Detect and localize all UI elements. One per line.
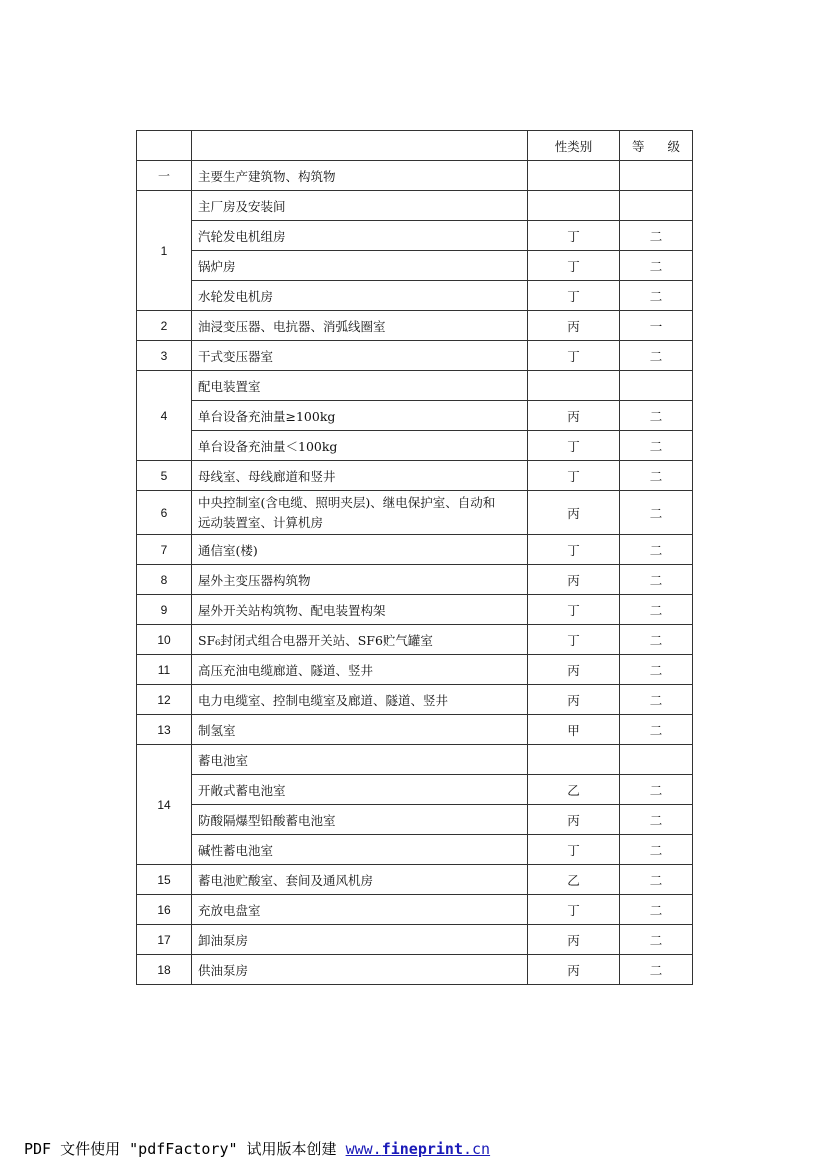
header-category-label: 性类别 bbox=[554, 138, 593, 154]
row-level: 二 bbox=[620, 535, 693, 565]
row-category: 丙 bbox=[528, 655, 620, 685]
row-num: 9 bbox=[137, 595, 192, 625]
row-category: 丙 bbox=[528, 925, 620, 955]
row-level: 二 bbox=[620, 565, 693, 595]
row-name: 供油泵房 bbox=[192, 955, 528, 985]
row-name: 单台设备充油量＜100kg bbox=[192, 431, 528, 461]
row-level: 二 bbox=[620, 865, 693, 895]
table-row bbox=[137, 655, 693, 685]
fire-category-table bbox=[136, 130, 693, 985]
row-name: SF₆封闭式组合电器开关站、SF6贮气罐室 bbox=[192, 625, 528, 655]
row-category: 丁 bbox=[528, 835, 620, 865]
table-row bbox=[137, 685, 693, 715]
row-name: 主厂房及安装间 bbox=[192, 191, 528, 221]
table-header-row bbox=[137, 131, 693, 161]
row-category: 丁 bbox=[528, 221, 620, 251]
row-name: 制氢室 bbox=[192, 715, 528, 745]
table-row bbox=[137, 311, 693, 341]
row-name: 电力电缆室、控制电缆室及廊道、隧道、竖井 bbox=[192, 685, 528, 715]
header-name-cell bbox=[192, 131, 528, 161]
table-row bbox=[137, 835, 693, 865]
row-level: 二 bbox=[620, 595, 693, 625]
link-part-pre: www. bbox=[345, 1140, 382, 1158]
row-level: 二 bbox=[620, 491, 693, 535]
row-level: 二 bbox=[620, 655, 693, 685]
row-level bbox=[620, 191, 693, 221]
row-category: 乙 bbox=[528, 865, 620, 895]
row-name: 配电装置室 bbox=[192, 371, 528, 401]
row-num: 10 bbox=[137, 625, 192, 655]
row-num: 7 bbox=[137, 535, 192, 565]
row-level: 二 bbox=[620, 925, 693, 955]
row-category: 丁 bbox=[528, 535, 620, 565]
header-level-left: 等 bbox=[632, 138, 645, 154]
table-row bbox=[137, 191, 693, 221]
row-num: 6 bbox=[137, 491, 192, 535]
table-row bbox=[137, 715, 693, 745]
table-row bbox=[137, 431, 693, 461]
table-row bbox=[137, 401, 693, 431]
header-level-cell bbox=[620, 131, 693, 161]
table-row bbox=[137, 491, 693, 535]
row-category: 丁 bbox=[528, 895, 620, 925]
row-level: 二 bbox=[620, 461, 693, 491]
table-row bbox=[137, 341, 693, 371]
table-row bbox=[137, 955, 693, 985]
table-row bbox=[137, 595, 693, 625]
table-row bbox=[137, 565, 693, 595]
row-category: 丁 bbox=[528, 431, 620, 461]
row-category: 丁 bbox=[528, 281, 620, 311]
row-level: 二 bbox=[620, 715, 693, 745]
row-name: 汽轮发电机组房 bbox=[192, 221, 528, 251]
row-category: 丙 bbox=[528, 311, 620, 341]
table-row bbox=[137, 625, 693, 655]
row-num: 11 bbox=[137, 655, 192, 685]
row-name: 蓄电池贮酸室、套间及通风机房 bbox=[192, 865, 528, 895]
row-name: 单台设备充油量≥100kg bbox=[192, 401, 528, 431]
table-row bbox=[137, 775, 693, 805]
row-num: 3 bbox=[137, 341, 192, 371]
row-name-line-2: 远动装置室、计算机房 bbox=[198, 514, 324, 530]
table-row bbox=[137, 865, 693, 895]
row-level: 二 bbox=[620, 221, 693, 251]
row-category: 丙 bbox=[528, 805, 620, 835]
row-num: 13 bbox=[137, 715, 192, 745]
header-category-cell bbox=[528, 131, 620, 161]
row-name bbox=[192, 491, 528, 535]
row-num: 15 bbox=[137, 865, 192, 895]
row-category bbox=[528, 161, 620, 191]
row-category bbox=[528, 371, 620, 401]
table-row bbox=[137, 461, 693, 491]
header-num-cell bbox=[137, 131, 192, 161]
row-level: 二 bbox=[620, 895, 693, 925]
table-row bbox=[137, 535, 693, 565]
row-name: 充放电盘室 bbox=[192, 895, 528, 925]
row-level: 二 bbox=[620, 955, 693, 985]
row-num: 1 bbox=[137, 191, 192, 311]
row-category: 丁 bbox=[528, 461, 620, 491]
table-row bbox=[137, 925, 693, 955]
row-level: 二 bbox=[620, 775, 693, 805]
row-name: 高压充油电缆廊道、隧道、竖井 bbox=[192, 655, 528, 685]
row-num: 4 bbox=[137, 371, 192, 461]
row-name: 碱性蓄电池室 bbox=[192, 835, 528, 865]
row-level bbox=[620, 371, 693, 401]
row-name: 母线室、母线廊道和竖井 bbox=[192, 461, 528, 491]
row-category: 丙 bbox=[528, 565, 620, 595]
row-category: 丁 bbox=[528, 625, 620, 655]
row-category: 丁 bbox=[528, 251, 620, 281]
row-name: 主要生产建筑物、构筑物 bbox=[192, 161, 528, 191]
row-num: 5 bbox=[137, 461, 192, 491]
row-name: 蓄电池室 bbox=[192, 745, 528, 775]
table-row bbox=[137, 745, 693, 775]
row-name: 屋外开关站构筑物、配电装置构架 bbox=[192, 595, 528, 625]
footer-text: PDF 文件使用 "pdfFactory" 试用版本创建 bbox=[24, 1140, 346, 1158]
row-num: 17 bbox=[137, 925, 192, 955]
row-level: 二 bbox=[620, 625, 693, 655]
fineprint-link[interactable] bbox=[346, 1140, 491, 1158]
row-name: 锅炉房 bbox=[192, 251, 528, 281]
row-category: 乙 bbox=[528, 775, 620, 805]
link-part-post: .cn bbox=[463, 1140, 491, 1158]
row-category: 甲 bbox=[528, 715, 620, 745]
row-num: 2 bbox=[137, 311, 192, 341]
table-row bbox=[137, 221, 693, 251]
row-num: 16 bbox=[137, 895, 192, 925]
table-row bbox=[137, 895, 693, 925]
row-name: 水轮发电机房 bbox=[192, 281, 528, 311]
row-level: 一 bbox=[620, 311, 693, 341]
row-category: 丁 bbox=[528, 341, 620, 371]
row-num: 一 bbox=[137, 161, 192, 191]
row-num: 14 bbox=[137, 745, 192, 865]
table-row bbox=[137, 281, 693, 311]
row-name-line-1: 中央控制室(含电缆、照明夹层)、继电保护室、自动和 bbox=[198, 494, 496, 510]
row-level: 二 bbox=[620, 341, 693, 371]
row-level: 二 bbox=[620, 281, 693, 311]
row-name: 防酸隔爆型铅酸蓄电池室 bbox=[192, 805, 528, 835]
row-level: 二 bbox=[620, 401, 693, 431]
row-level: 二 bbox=[620, 805, 693, 835]
row-level: 二 bbox=[620, 431, 693, 461]
row-name: 屋外主变压器构筑物 bbox=[192, 565, 528, 595]
row-category: 丙 bbox=[528, 401, 620, 431]
row-num: 12 bbox=[137, 685, 192, 715]
row-category: 丙 bbox=[528, 685, 620, 715]
row-category bbox=[528, 745, 620, 775]
row-level bbox=[620, 745, 693, 775]
row-name: 干式变压器室 bbox=[192, 341, 528, 371]
row-name: 卸油泵房 bbox=[192, 925, 528, 955]
row-category: 丙 bbox=[528, 491, 620, 535]
row-name: 油浸变压器、电抗器、消弧线圈室 bbox=[192, 311, 528, 341]
row-category: 丙 bbox=[528, 955, 620, 985]
row-level: 二 bbox=[620, 835, 693, 865]
row-category: 丁 bbox=[528, 595, 620, 625]
header-level-right: 级 bbox=[667, 138, 680, 154]
row-num: 8 bbox=[137, 565, 192, 595]
row-category bbox=[528, 191, 620, 221]
link-part-bold: fineprint bbox=[381, 1140, 463, 1158]
row-level bbox=[620, 161, 693, 191]
row-num: 18 bbox=[137, 955, 192, 985]
table-row bbox=[137, 371, 693, 401]
row-level: 二 bbox=[620, 251, 693, 281]
row-level: 二 bbox=[620, 685, 693, 715]
table-row bbox=[137, 161, 693, 191]
table-row bbox=[137, 251, 693, 281]
table-row bbox=[137, 805, 693, 835]
row-name: 通信室(楼) bbox=[192, 535, 528, 565]
row-name: 开敞式蓄电池室 bbox=[192, 775, 528, 805]
pdf-footer bbox=[24, 1138, 490, 1159]
